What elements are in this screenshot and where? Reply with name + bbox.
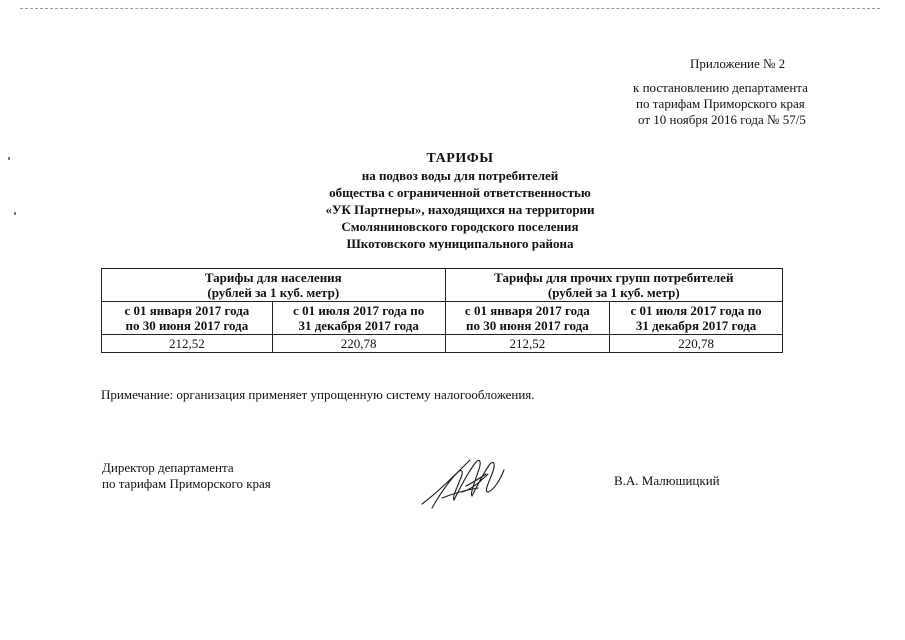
tariff-value: 212,52	[445, 335, 610, 353]
title-line: Шкотовского муниципального района	[346, 236, 574, 251]
tariff-table	[101, 268, 783, 353]
reference-line: к постановлению департамента	[633, 80, 808, 95]
period-line: с 01 января 2017 года	[464, 303, 590, 318]
group-header-population	[102, 269, 446, 302]
appendix-number: Приложение № 2	[690, 56, 786, 71]
handwritten-signature	[418, 452, 518, 514]
group-header-unit: (рублей за 1 куб. метр)	[547, 285, 680, 300]
title-line: Смоляниновского городского поселения	[341, 219, 579, 234]
group-header-line: Тарифы для прочих групп потребителей	[494, 270, 734, 285]
group-header-other-consumers	[445, 269, 782, 302]
tariff-value: 212,52	[102, 335, 273, 353]
group-header-line: Тарифы для населения	[204, 270, 342, 285]
resolution-reference	[633, 80, 808, 128]
scan-speck	[14, 212, 16, 215]
title-heading: ТАРИФЫ	[426, 151, 494, 166]
reference-line: от 10 ноября 2016 года № 57/5	[638, 112, 806, 127]
tariff-value: 220,78	[610, 335, 783, 353]
table-group-header-row	[102, 269, 783, 302]
period-line: 31 декабря 2017 года	[635, 318, 757, 333]
period-line: с 01 июля 2017 года по	[293, 303, 425, 318]
period-line: с 01 июля 2017 года по	[630, 303, 762, 318]
scan-speck	[8, 157, 10, 160]
scan-edge-line	[20, 8, 880, 9]
period-line: по 30 июня 2017 года	[465, 318, 589, 333]
table-row	[102, 335, 783, 353]
signer-position-line: по тарифам Приморского края	[102, 476, 271, 491]
title-line: общества с ограниченной ответственностью	[329, 185, 591, 200]
period-header	[272, 302, 445, 335]
period-line: с 01 января 2017 года	[124, 303, 250, 318]
period-line: 31 декабря 2017 года	[298, 318, 419, 333]
signer-name: В.А. Малюшицкий	[614, 473, 720, 488]
tariff-value: 220,78	[272, 335, 445, 353]
group-header-unit: (рублей за 1 куб. метр)	[207, 285, 340, 300]
document-title	[250, 150, 670, 252]
period-header	[610, 302, 783, 335]
period-line: по 30 июня 2017 года	[125, 318, 249, 333]
title-line: «УК Партнеры», находящихся на территории	[325, 202, 595, 217]
signer-position	[102, 460, 271, 492]
title-line: на подвоз воды для потребителей	[361, 168, 559, 183]
reference-line: по тарифам Приморского края	[636, 96, 805, 111]
tax-note: Примечание: организация применяет упрощенную систему налогообложения.	[101, 387, 535, 402]
period-header	[445, 302, 610, 335]
period-header	[102, 302, 273, 335]
table-period-header-row	[102, 302, 783, 335]
signer-position-line: Директор департамента	[102, 460, 234, 475]
